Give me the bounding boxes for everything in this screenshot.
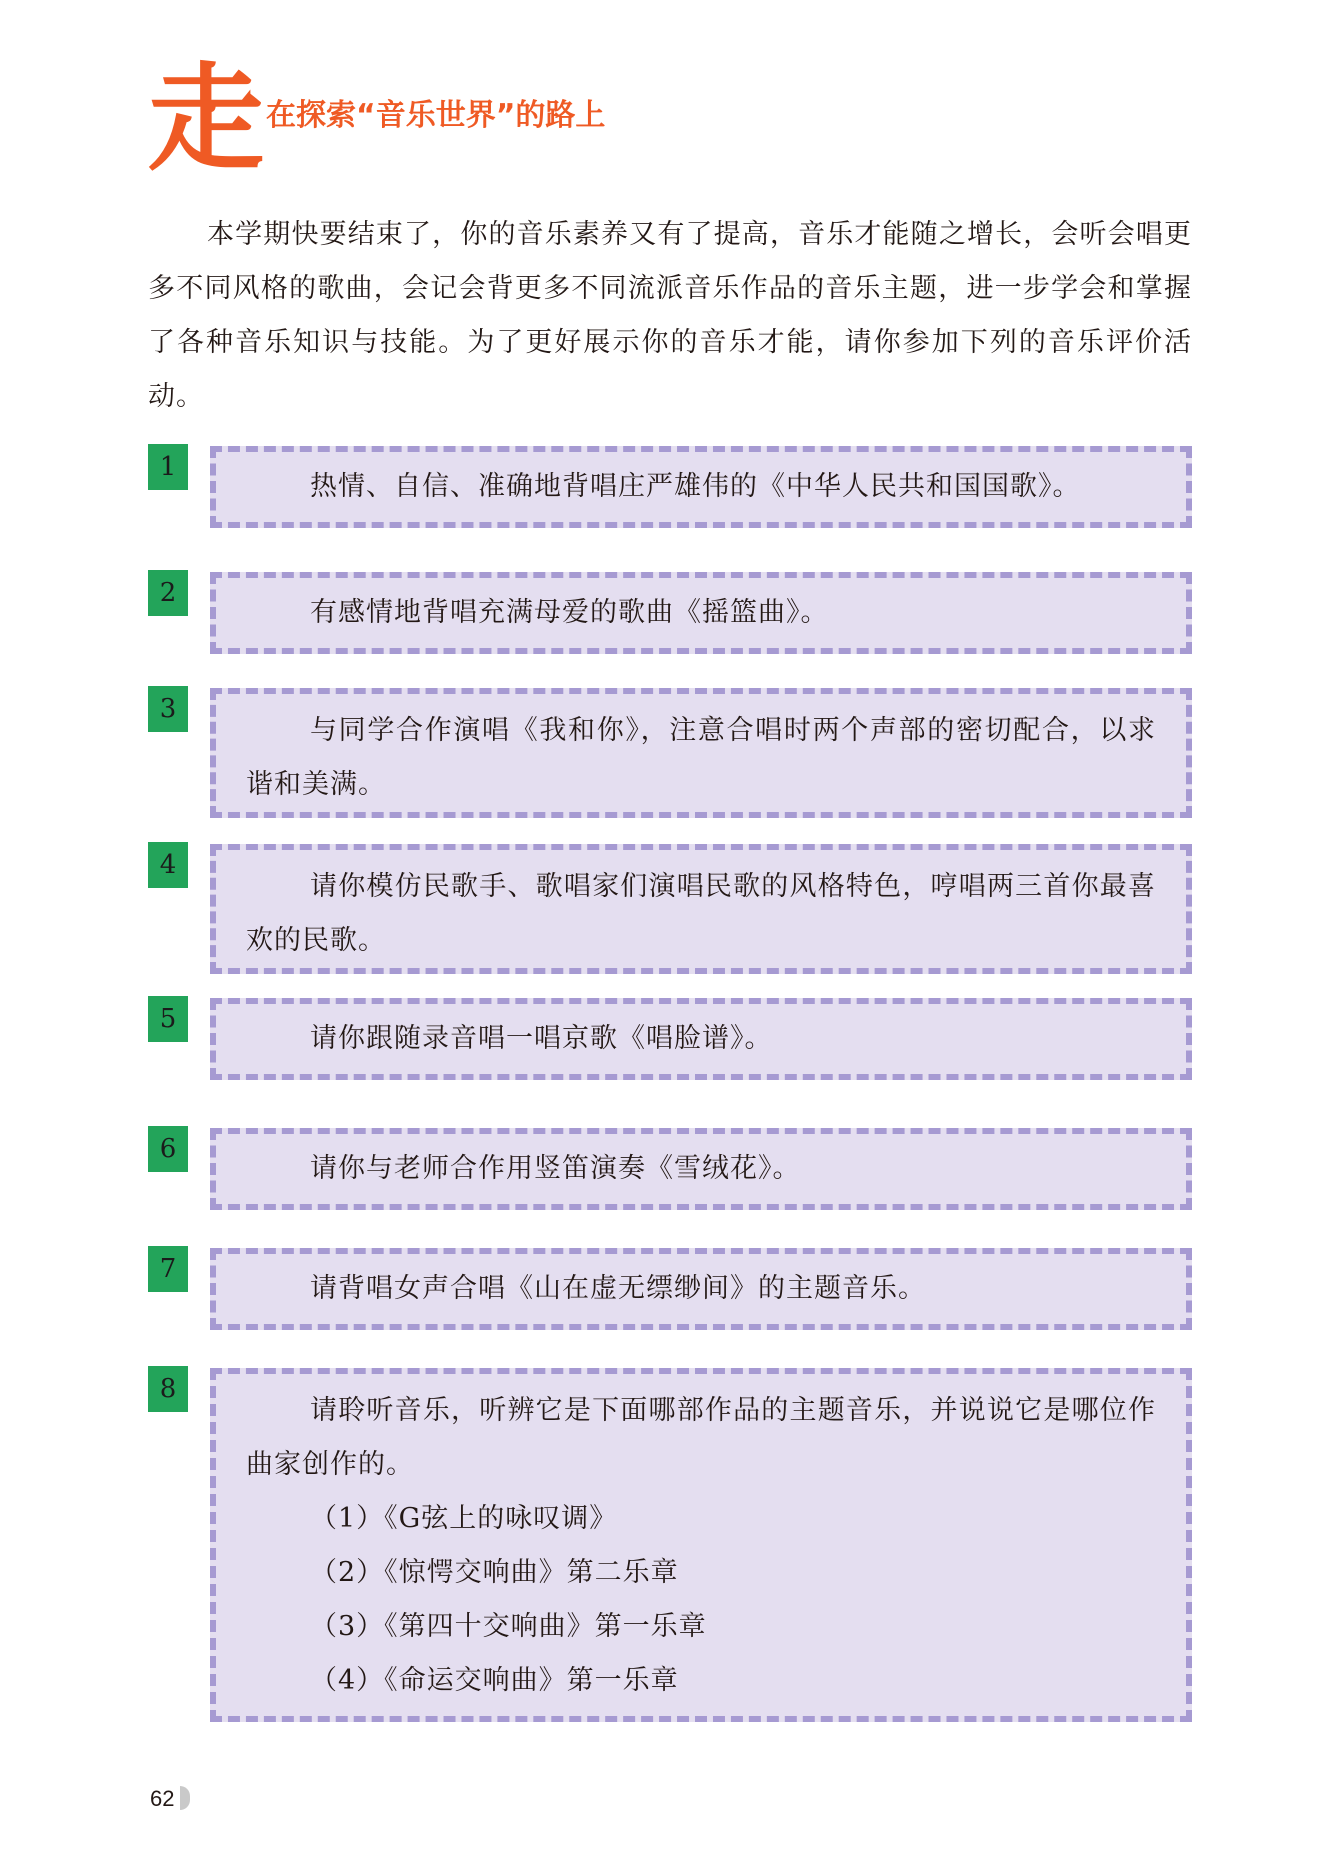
item-box [210, 688, 1192, 818]
header-subtitle: 在探索“音乐世界”的路上 [266, 98, 606, 133]
item-box [210, 998, 1192, 1080]
intro-paragraph: 本学期快要结束了，你的音乐素养又有了提高，音乐才能随之增长，会听会唱更多不同风格的歌曲，会记会背更多不同流派音乐作品的音乐主题，进一步学会和掌握了各种音乐知识与技能。为了更好展示你的音乐才能，请你参加下列的音乐评价活动。 [148, 219, 1192, 412]
item-number-badge: 6 [148, 1126, 188, 1172]
item-number-badge: 5 [148, 996, 188, 1042]
item-box [210, 1368, 1192, 1722]
item-text: 有感情地背唱充满母爱的歌曲《摇篮曲》。 [310, 597, 829, 628]
item-text: 请背唱女声合唱《山在虚无缥缈间》的主题音乐。 [310, 1273, 926, 1304]
option-item: （4）《命运交响曲》第一乐章 [310, 1665, 679, 1696]
option-item: （3）《第四十交响曲》第一乐章 [310, 1611, 707, 1642]
item-box [210, 1248, 1192, 1330]
item-number-badge: 1 [148, 444, 188, 490]
item-number-badge: 2 [148, 570, 188, 616]
section-header [148, 52, 848, 187]
option-item: （2）《惊愕交响曲》第二乐章 [310, 1557, 679, 1588]
option-item: （1）《G弦上的咏叹调》 [310, 1503, 618, 1534]
item-text: 请你模仿民歌手、歌唱家们演唱民歌的风格特色，哼唱两三首你最喜欢的民歌。 [246, 871, 1156, 956]
header-big-character: 走 [148, 52, 260, 187]
item-text: 与同学合作演唱《我和你》，注意合唱时两个声部的密切配合，以求谐和美满。 [246, 715, 1156, 800]
item-box [210, 1128, 1192, 1210]
item-text: 请你跟随录音唱一唱京歌《唱脸谱》。 [310, 1023, 773, 1054]
item-number-badge: 4 [148, 842, 188, 888]
item-box [210, 446, 1192, 528]
item-text: 请你与老师合作用竖笛演奏《雪绒花》。 [310, 1153, 801, 1184]
page-number: 62 [150, 1786, 175, 1811]
item-number-badge: 3 [148, 686, 188, 732]
options-list [246, 1492, 1156, 1708]
page-tab-marker [180, 1786, 190, 1810]
item-number-badge: 8 [148, 1366, 188, 1412]
item-number-badge: 7 [148, 1246, 188, 1292]
item-text: 请聆听音乐，听辨它是下面哪部作品的主题音乐，并说说它是哪位作曲家创作的。 [246, 1395, 1156, 1480]
item-text: 热情、自信、准确地背唱庄严雄伟的《中华人民共和国国歌》。 [310, 471, 1081, 502]
item-box [210, 844, 1192, 974]
item-box [210, 572, 1192, 654]
